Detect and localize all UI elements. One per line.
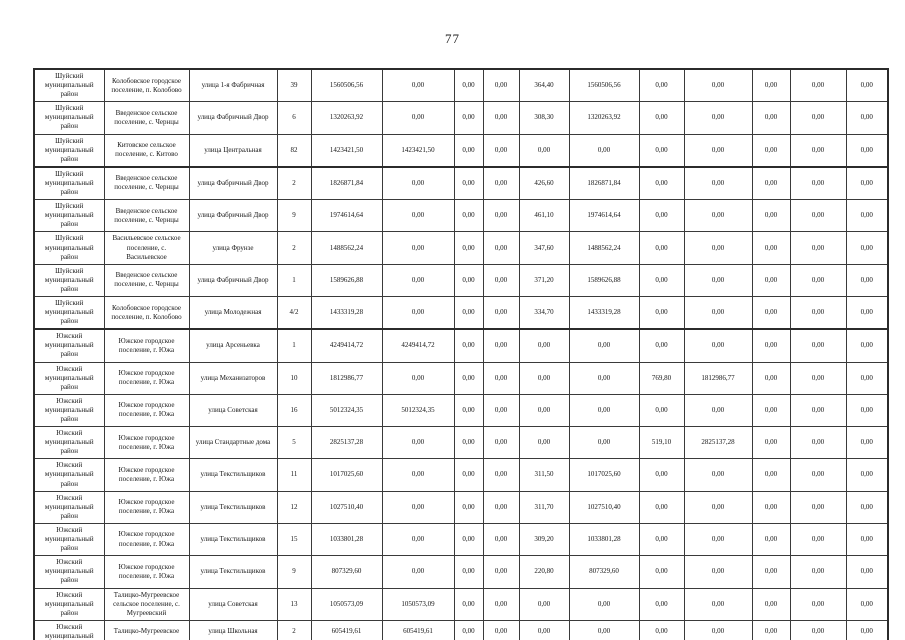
cell-value: 0,00: [454, 134, 483, 167]
cell-value: 0,00: [790, 394, 846, 426]
cell-value: 2825137,28: [311, 427, 382, 459]
cell-value: 0,00: [454, 232, 483, 264]
cell-street: улица Текстильщиков: [189, 556, 277, 588]
cell-value: 0,00: [639, 102, 684, 134]
cell-value: 0,00: [454, 102, 483, 134]
cell-value: 0,00: [483, 620, 519, 640]
cell-value: 0,00: [382, 232, 454, 264]
cell-value: 0,00: [684, 232, 752, 264]
cell-value: 0,00: [790, 329, 846, 362]
cell-value: 0,00: [382, 556, 454, 588]
cell-value: 1488562,24: [311, 232, 382, 264]
cell-value: 0,00: [483, 232, 519, 264]
table-row: [34, 556, 888, 588]
cell-value: 0,00: [752, 362, 790, 394]
cell-value: 0,00: [639, 69, 684, 102]
cell-value: 1017025,60: [569, 459, 639, 491]
cell-value: 0,00: [752, 427, 790, 459]
cell-settlement: Южское городское поселение, г. Южа: [104, 459, 189, 491]
cell-value: 0,00: [639, 134, 684, 167]
cell-district: Шуйский муниципальный район: [34, 134, 104, 167]
cell-value: 605419,61: [382, 620, 454, 640]
cell-value: 1027510,40: [569, 491, 639, 523]
cell-district: Шуйский муниципальный район: [34, 200, 104, 232]
cell-value: 0,00: [790, 69, 846, 102]
table-row: [34, 491, 888, 523]
cell-district: Южский муниципальный район: [34, 556, 104, 588]
cell-value: 0,00: [483, 296, 519, 329]
cell-value: 0,00: [519, 620, 569, 640]
cell-value: 1589626,88: [311, 264, 382, 296]
table-row: [34, 427, 888, 459]
cell-district: Шуйский муниципальный район: [34, 167, 104, 200]
cell-value: 0,00: [483, 459, 519, 491]
cell-value: 0,00: [790, 232, 846, 264]
cell-value: 519,10: [639, 427, 684, 459]
cell-value: 0,00: [454, 296, 483, 329]
cell-value: 605419,61: [311, 620, 382, 640]
cell-street: улица Текстильщиков: [189, 459, 277, 491]
cell-value: 0,00: [569, 427, 639, 459]
cell-value: 0,00: [639, 459, 684, 491]
cell-value: 0,00: [684, 556, 752, 588]
cell-value: 0,00: [382, 427, 454, 459]
cell-value: 0,00: [790, 556, 846, 588]
cell-value: 0,00: [846, 134, 888, 167]
cell-value: 0,00: [790, 620, 846, 640]
cell-house-count: 9: [277, 200, 311, 232]
cell-district: Шуйский муниципальный район: [34, 296, 104, 329]
cell-house-count: 12: [277, 491, 311, 523]
cell-house-count: 13: [277, 588, 311, 620]
cell-value: 0,00: [846, 523, 888, 555]
cell-street: улица Арсеньевка: [189, 329, 277, 362]
cell-value: 0,00: [382, 362, 454, 394]
table-row: [34, 620, 888, 640]
cell-house-count: 6: [277, 102, 311, 134]
table-row: [34, 69, 888, 102]
cell-value: 0,00: [684, 329, 752, 362]
cell-settlement: Введенское сельское поселение, с. Чернцы: [104, 167, 189, 200]
cell-value: 0,00: [752, 264, 790, 296]
cell-value: 0,00: [846, 556, 888, 588]
cell-value: 0,00: [483, 264, 519, 296]
cell-value: 1423421,50: [311, 134, 382, 167]
table-row: [34, 588, 888, 620]
cell-value: 0,00: [846, 329, 888, 362]
table-row: [34, 459, 888, 491]
cell-value: 0,00: [382, 491, 454, 523]
cell-value: 0,00: [382, 200, 454, 232]
cell-value: 0,00: [846, 167, 888, 200]
cell-house-count: 4/2: [277, 296, 311, 329]
cell-value: 0,00: [454, 329, 483, 362]
cell-value: 0,00: [846, 362, 888, 394]
cell-value: 1033801,28: [569, 523, 639, 555]
cell-district: Южский муниципальный: [34, 620, 104, 640]
cell-value: 461,10: [519, 200, 569, 232]
cell-street: улица Фабричный Двор: [189, 200, 277, 232]
cell-value: 0,00: [454, 200, 483, 232]
cell-value: 0,00: [639, 296, 684, 329]
cell-value: 0,00: [752, 296, 790, 329]
cell-value: 0,00: [454, 394, 483, 426]
cell-value: 0,00: [454, 69, 483, 102]
cell-settlement: Введенское сельское поселение, с. Чернцы: [104, 102, 189, 134]
cell-value: 0,00: [846, 620, 888, 640]
cell-street: улица Стандартные дома: [189, 427, 277, 459]
cell-value: 0,00: [639, 264, 684, 296]
cell-value: 0,00: [846, 232, 888, 264]
cell-value: 0,00: [569, 362, 639, 394]
cell-value: 0,00: [684, 167, 752, 200]
cell-settlement: Введенское сельское поселение, с. Чернцы: [104, 264, 189, 296]
cell-value: 0,00: [483, 427, 519, 459]
cell-value: 1433319,28: [311, 296, 382, 329]
cell-settlement: Колобовское городское поселение, п. Колобово: [104, 296, 189, 329]
cell-street: улица Текстильщиков: [189, 523, 277, 555]
cell-value: 371,20: [519, 264, 569, 296]
cell-district: Южский муниципальный район: [34, 394, 104, 426]
cell-value: 0,00: [752, 134, 790, 167]
cell-district: Южский муниципальный район: [34, 523, 104, 555]
cell-value: 311,70: [519, 491, 569, 523]
cell-value: 0,00: [790, 134, 846, 167]
cell-value: 0,00: [846, 459, 888, 491]
cell-value: 0,00: [790, 523, 846, 555]
cell-district: Южский муниципальный район: [34, 588, 104, 620]
cell-house-count: 39: [277, 69, 311, 102]
table-body: [34, 69, 888, 640]
cell-value: 0,00: [790, 459, 846, 491]
cell-settlement: Колобовское городское поселение, п. Колобово: [104, 69, 189, 102]
cell-value: 334,70: [519, 296, 569, 329]
cell-value: 0,00: [790, 264, 846, 296]
cell-street: улица Фрунзе: [189, 232, 277, 264]
cell-value: 1812986,77: [311, 362, 382, 394]
cell-value: 0,00: [483, 134, 519, 167]
municipal-streets-table: [33, 68, 889, 640]
cell-value: 0,00: [519, 362, 569, 394]
cell-house-count: 82: [277, 134, 311, 167]
cell-value: 0,00: [790, 362, 846, 394]
cell-value: 0,00: [483, 69, 519, 102]
cell-street: улица 1-я Фабричная: [189, 69, 277, 102]
cell-street: улица Текстильщиков: [189, 491, 277, 523]
cell-street: улица Фабричный Двор: [189, 102, 277, 134]
cell-value: 220,80: [519, 556, 569, 588]
cell-house-count: 1: [277, 329, 311, 362]
cell-value: 0,00: [684, 264, 752, 296]
cell-settlement: Южское городское поселение, г. Южа: [104, 362, 189, 394]
cell-value: 1560506,56: [311, 69, 382, 102]
cell-value: 1320263,92: [311, 102, 382, 134]
cell-value: 1826871,84: [311, 167, 382, 200]
cell-value: 0,00: [569, 394, 639, 426]
cell-value: 5012324,35: [311, 394, 382, 426]
cell-value: 0,00: [639, 200, 684, 232]
cell-value: 0,00: [846, 69, 888, 102]
cell-settlement: Талицко-Мугреевское: [104, 620, 189, 640]
cell-value: 0,00: [752, 588, 790, 620]
cell-district: Шуйский муниципальный район: [34, 102, 104, 134]
cell-value: 0,00: [639, 523, 684, 555]
cell-value: 0,00: [483, 200, 519, 232]
cell-value: 807329,60: [311, 556, 382, 588]
cell-value: 0,00: [454, 556, 483, 588]
table-row: [34, 200, 888, 232]
cell-value: 0,00: [684, 459, 752, 491]
cell-settlement: Южское городское поселение, г. Южа: [104, 329, 189, 362]
cell-value: 0,00: [639, 491, 684, 523]
cell-value: 0,00: [846, 491, 888, 523]
cell-value: 0,00: [639, 329, 684, 362]
cell-value: 0,00: [790, 296, 846, 329]
cell-value: 0,00: [846, 102, 888, 134]
cell-value: 0,00: [752, 556, 790, 588]
cell-value: 0,00: [790, 102, 846, 134]
cell-settlement: Южское городское поселение, г. Южа: [104, 491, 189, 523]
cell-house-count: 2: [277, 232, 311, 264]
cell-value: 0,00: [519, 134, 569, 167]
cell-value: 0,00: [639, 167, 684, 200]
cell-value: 4249414,72: [311, 329, 382, 362]
cell-value: 1974614,64: [311, 200, 382, 232]
cell-value: 1974614,64: [569, 200, 639, 232]
cell-district: Южский муниципальный район: [34, 329, 104, 362]
cell-value: 0,00: [846, 588, 888, 620]
cell-value: 807329,60: [569, 556, 639, 588]
cell-value: 1488562,24: [569, 232, 639, 264]
cell-value: 0,00: [752, 232, 790, 264]
cell-settlement: Южское городское поселение, г. Южа: [104, 556, 189, 588]
page-number: 77: [445, 31, 460, 46]
cell-value: 0,00: [519, 427, 569, 459]
cell-value: 1826871,84: [569, 167, 639, 200]
cell-settlement: Китовское сельское поселение, с. Китово: [104, 134, 189, 167]
cell-street: улица Фабричный Двор: [189, 167, 277, 200]
cell-value: 0,00: [382, 69, 454, 102]
cell-value: 4249414,72: [382, 329, 454, 362]
cell-value: 0,00: [569, 588, 639, 620]
cell-value: 0,00: [483, 491, 519, 523]
cell-value: 0,00: [752, 491, 790, 523]
cell-value: 0,00: [639, 620, 684, 640]
cell-value: 0,00: [569, 620, 639, 640]
cell-value: 1050573,09: [311, 588, 382, 620]
cell-value: 309,20: [519, 523, 569, 555]
cell-settlement: Талицко-Мугреевское сельское поселение, с. Мугреевский: [104, 588, 189, 620]
cell-value: 0,00: [684, 200, 752, 232]
cell-district: Шуйский муниципальный район: [34, 264, 104, 296]
cell-value: 0,00: [483, 394, 519, 426]
cell-value: 0,00: [454, 264, 483, 296]
cell-settlement: Васильевское сельское поселение, с. Васильевское: [104, 232, 189, 264]
cell-value: 0,00: [454, 362, 483, 394]
cell-value: 0,00: [454, 523, 483, 555]
cell-value: 0,00: [483, 523, 519, 555]
cell-value: 0,00: [483, 329, 519, 362]
cell-house-count: 2: [277, 620, 311, 640]
table-row: [34, 102, 888, 134]
cell-house-count: 16: [277, 394, 311, 426]
cell-value: 0,00: [790, 427, 846, 459]
table-row: [34, 232, 888, 264]
table-row: [34, 523, 888, 555]
cell-value: 0,00: [382, 264, 454, 296]
cell-value: 0,00: [684, 620, 752, 640]
cell-value: 426,60: [519, 167, 569, 200]
cell-value: 0,00: [639, 394, 684, 426]
cell-value: 2825137,28: [684, 427, 752, 459]
cell-district: Шуйский муниципальный район: [34, 69, 104, 102]
cell-value: 0,00: [846, 427, 888, 459]
cell-value: 0,00: [519, 394, 569, 426]
cell-value: 1320263,92: [569, 102, 639, 134]
cell-value: 0,00: [752, 167, 790, 200]
cell-value: 0,00: [846, 200, 888, 232]
table-row: [34, 264, 888, 296]
cell-value: 0,00: [790, 588, 846, 620]
cell-house-count: 11: [277, 459, 311, 491]
cell-value: 1560506,56: [569, 69, 639, 102]
cell-value: 0,00: [752, 329, 790, 362]
cell-value: 0,00: [639, 232, 684, 264]
cell-value: 5012324,35: [382, 394, 454, 426]
cell-street: улица Фабричный Двор: [189, 264, 277, 296]
cell-value: 0,00: [569, 329, 639, 362]
cell-value: 0,00: [752, 523, 790, 555]
cell-value: 0,00: [684, 134, 752, 167]
cell-house-count: 10: [277, 362, 311, 394]
cell-district: Южский муниципальный район: [34, 362, 104, 394]
cell-street: улица Советская: [189, 394, 277, 426]
cell-house-count: 9: [277, 556, 311, 588]
cell-value: 769,80: [639, 362, 684, 394]
table-row: [34, 134, 888, 167]
cell-value: 0,00: [684, 102, 752, 134]
cell-value: 1812986,77: [684, 362, 752, 394]
table-row: [34, 296, 888, 329]
cell-value: 0,00: [454, 427, 483, 459]
cell-district: Южский муниципальный район: [34, 427, 104, 459]
cell-value: 1050573,09: [382, 588, 454, 620]
cell-house-count: 5: [277, 427, 311, 459]
cell-value: 0,00: [752, 394, 790, 426]
cell-district: Южский муниципальный район: [34, 459, 104, 491]
cell-value: 0,00: [483, 102, 519, 134]
cell-value: 0,00: [846, 296, 888, 329]
cell-value: 0,00: [684, 588, 752, 620]
cell-value: 0,00: [483, 167, 519, 200]
cell-house-count: 1: [277, 264, 311, 296]
cell-value: 0,00: [519, 329, 569, 362]
cell-value: 0,00: [483, 556, 519, 588]
cell-value: 0,00: [382, 102, 454, 134]
cell-value: 0,00: [454, 588, 483, 620]
cell-settlement: Южское городское поселение, г. Южа: [104, 394, 189, 426]
cell-value: 0,00: [382, 167, 454, 200]
cell-value: 347,60: [519, 232, 569, 264]
cell-value: 0,00: [454, 491, 483, 523]
cell-value: 1433319,28: [569, 296, 639, 329]
table-row: [34, 329, 888, 362]
cell-street: улица Центральная: [189, 134, 277, 167]
cell-value: 0,00: [752, 459, 790, 491]
cell-value: 1423421,50: [382, 134, 454, 167]
cell-value: 0,00: [684, 491, 752, 523]
cell-value: 364,40: [519, 69, 569, 102]
cell-value: 0,00: [454, 167, 483, 200]
cell-value: 1589626,88: [569, 264, 639, 296]
cell-value: 1017025,60: [311, 459, 382, 491]
cell-settlement: Южское городское поселение, г. Южа: [104, 427, 189, 459]
table-row: [34, 394, 888, 426]
cell-value: 0,00: [752, 102, 790, 134]
cell-value: 0,00: [382, 296, 454, 329]
cell-value: 0,00: [454, 620, 483, 640]
cell-house-count: 2: [277, 167, 311, 200]
cell-value: 0,00: [846, 264, 888, 296]
cell-value: 1027510,40: [311, 491, 382, 523]
cell-value: 0,00: [790, 200, 846, 232]
cell-value: 0,00: [752, 620, 790, 640]
cell-street: улица Механизаторов: [189, 362, 277, 394]
cell-value: 0,00: [639, 588, 684, 620]
cell-street: улица Школьная: [189, 620, 277, 640]
cell-settlement: Южское городское поселение, г. Южа: [104, 523, 189, 555]
cell-value: 0,00: [684, 296, 752, 329]
cell-value: 0,00: [846, 394, 888, 426]
cell-value: 0,00: [382, 459, 454, 491]
cell-district: Шуйский муниципальный район: [34, 232, 104, 264]
cell-street: улица Молодежная: [189, 296, 277, 329]
cell-value: 311,50: [519, 459, 569, 491]
cell-value: 0,00: [790, 167, 846, 200]
cell-value: 1033801,28: [311, 523, 382, 555]
cell-value: 0,00: [684, 69, 752, 102]
cell-value: 0,00: [790, 491, 846, 523]
cell-value: 0,00: [569, 134, 639, 167]
cell-house-count: 15: [277, 523, 311, 555]
cell-value: 0,00: [752, 200, 790, 232]
cell-value: 0,00: [752, 69, 790, 102]
cell-value: 308,30: [519, 102, 569, 134]
cell-value: 0,00: [684, 523, 752, 555]
cell-value: 0,00: [684, 394, 752, 426]
cell-value: 0,00: [382, 523, 454, 555]
cell-value: 0,00: [483, 588, 519, 620]
cell-settlement: Введенское сельское поселение, с. Чернцы: [104, 200, 189, 232]
cell-district: Южский муниципальный район: [34, 491, 104, 523]
table-row: [34, 362, 888, 394]
cell-value: 0,00: [519, 588, 569, 620]
cell-value: 0,00: [639, 556, 684, 588]
cell-value: 0,00: [483, 362, 519, 394]
cell-value: 0,00: [454, 459, 483, 491]
table-row: [34, 167, 888, 200]
cell-street: улица Советская: [189, 588, 277, 620]
